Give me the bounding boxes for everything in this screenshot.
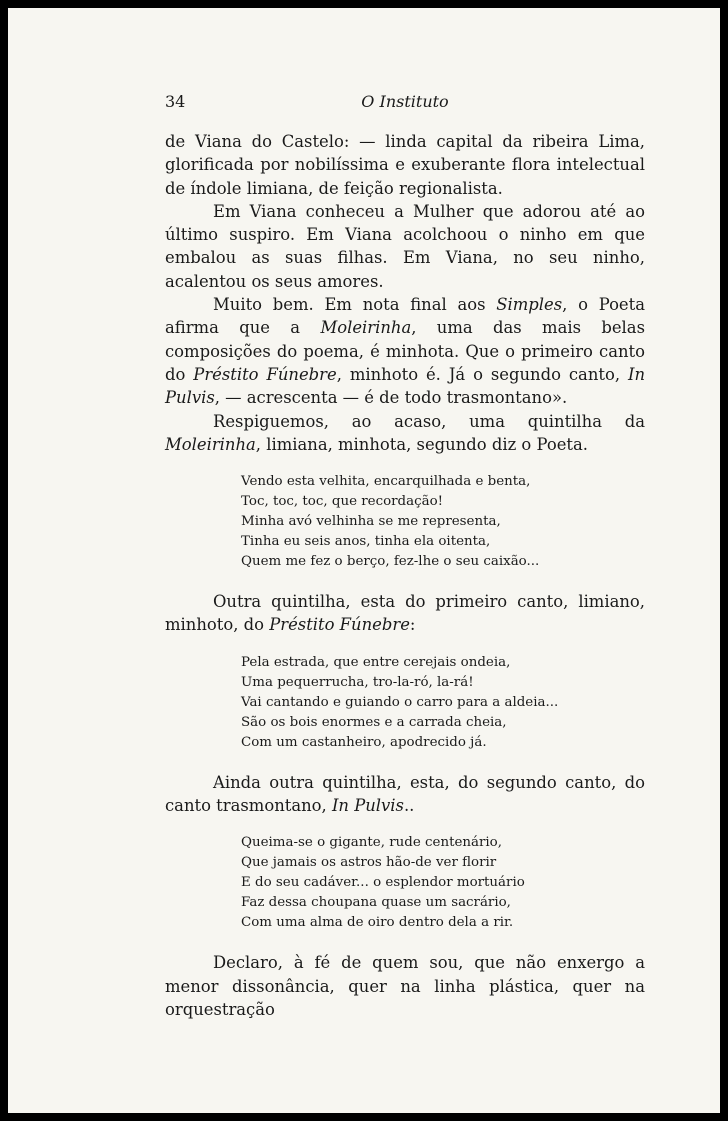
verse-line: E do seu cadáver... o esplendor mortuário [241, 875, 525, 891]
page-header [165, 92, 645, 120]
paragraph-7: Declaro, à fé de quem sou, que não enxergo a menor dissonância, quer na linha plástica, quer na orquestração [165, 953, 645, 1019]
paragraph-6: Ainda outra quintilha, esta, do segundo canto, do canto trasmontano, In Pulvis.. [165, 772, 645, 816]
quintilha-3 [165, 833, 645, 933]
verse-line: Pela estrada, que entre cerejais ondeia, [241, 654, 511, 670]
verse-line: Que jamais os astros hão-de ver florir [241, 855, 497, 871]
quintilha-1 [165, 472, 645, 572]
verse-line: Tinha eu seis anos, tinha ela oitenta, [241, 534, 491, 550]
paragraph-5: Outra quintilha, esta do primeiro canto, limiano, minhoto, do Préstito Fúnebre: [165, 592, 645, 635]
paragraph-3: Muito bem. Em nota final aos Simples, o Poeta afirma que a Moleirinha, uma das mais belas composições do poema, é minhota. Que o primeiro canto do Préstito Fúnebre, minhoto é. Já o segundo canto, In Pulvis, — acrescenta — é de todo trasmontano». [165, 295, 645, 408]
paragraph-1: de Viana do Castelo: — linda capital da ribeira Lima, glorificada por nobilíssima e exuberante flora intelectual de índole limiana, de feição regionalista. [165, 132, 645, 198]
verse-line: Uma pequerrucha, tro-la-ró, la-rá! [241, 674, 474, 690]
verse-line: Vendo esta velhita, encarquilhada e benta, [241, 474, 531, 490]
book-page [8, 8, 720, 1113]
page-number: 34 [165, 92, 186, 111]
verse-line: Quem me fez o berço, fez-lhe o seu caixão... [241, 554, 540, 570]
verse-line: Queima-se o gigante, rude centenário, [241, 835, 502, 851]
verse-line: Minha avó velhinha se me representa, [241, 514, 501, 530]
verse-line: Com um castanheiro, apodrecido já. [241, 734, 487, 750]
verse-line: Vai cantando e guiando o carro para a aldeia... [241, 694, 559, 710]
paragraph-2: Em Viana conheceu a Mulher que adorou até ao último suspiro. Em Viana acolchoou o ninho em que embalou as suas filhas. Em Viana, no seu ninho, acalentou os seus amores. [165, 201, 645, 291]
verse-line: Com uma alma de oiro dentro dela a rir. [241, 915, 514, 931]
paragraph-4: Respiguemos, ao acaso, uma quintilha da Moleirinha, limiana, minhota, segundo diz o Poeta. [165, 411, 645, 454]
quintilha-2 [165, 653, 645, 753]
running-title: O Instituto [361, 92, 449, 111]
verse-line: Faz dessa choupana quase um sacrário, [241, 895, 511, 911]
verse-line: São os bois enormes e a carrada cheia, [241, 714, 507, 730]
verse-line: Toc, toc, toc, que recordação! [241, 494, 444, 510]
page-body [165, 130, 645, 1021]
